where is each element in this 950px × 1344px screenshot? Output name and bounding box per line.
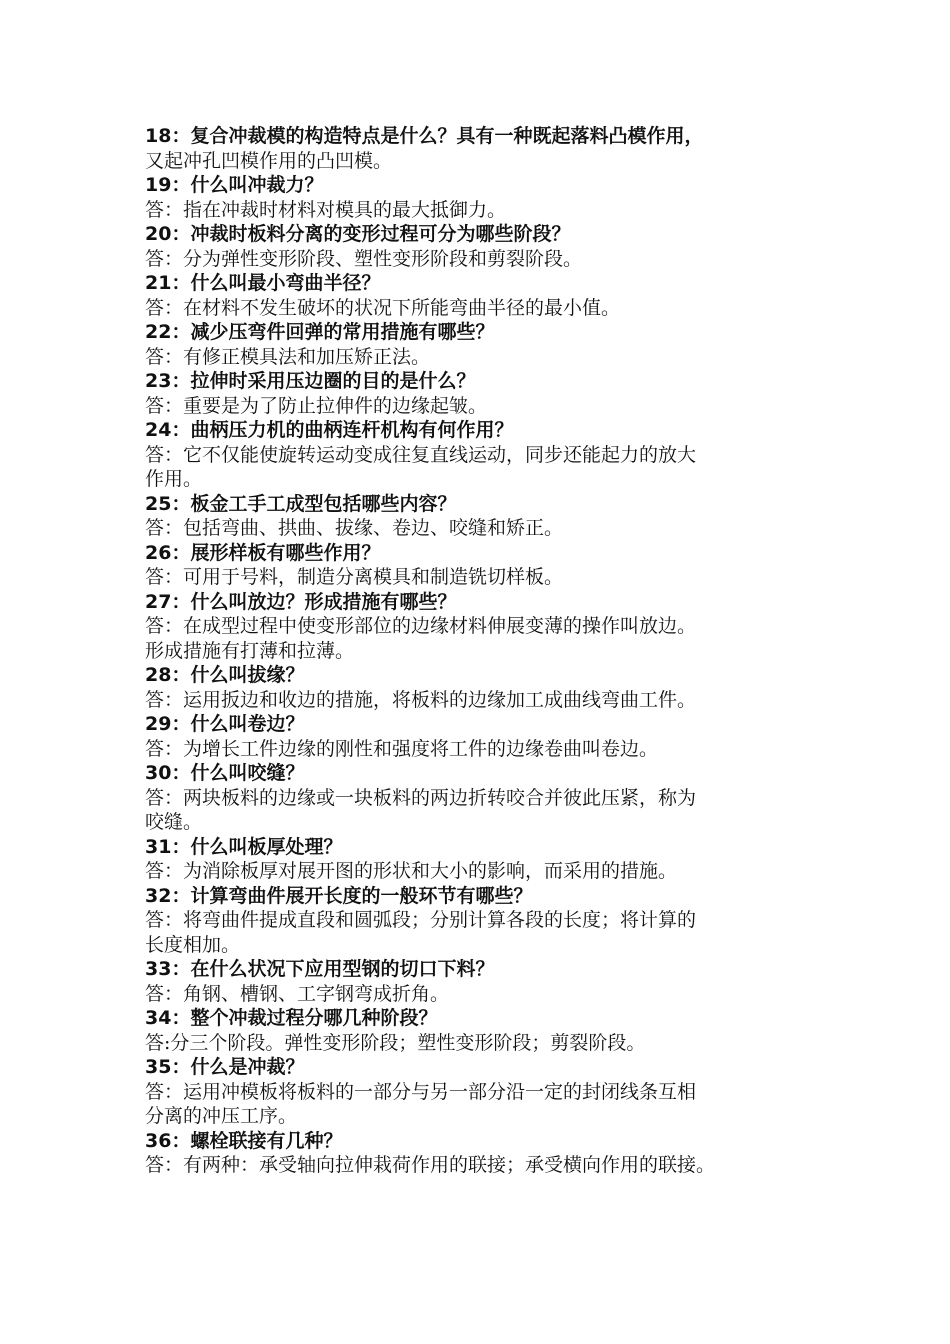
- answer-line: 答：为消除板厚对展开图的形状和大小的影响，而采用的措施。: [145, 860, 678, 882]
- question-line: 27：什么叫放边？形成措施有哪些？: [145, 590, 457, 613]
- answer-line: 答：为增长工件边缘的刚性和强度将工件的边缘卷曲叫卷边。: [145, 737, 659, 760]
- answer-line: 答：运用扳边和收边的措施，将板料的边缘加工成曲线弯曲工件。: [145, 688, 697, 711]
- answer-line: 答：可用于号料，制造分离模具和制造铣切样板。: [145, 566, 564, 588]
- question-line: 31：什么叫板厚处理？: [145, 835, 343, 858]
- answer-line: 答：有修正模具法和加压矫正法。: [145, 345, 431, 368]
- answer-line: 长度相加。: [145, 933, 241, 956]
- answer-line: 作用。: [145, 468, 203, 490]
- question-line: 25：板金工手工成型包括哪些内容？: [145, 492, 457, 515]
- question-line: 36：螺栓联接有几种？: [145, 1129, 343, 1152]
- answer-line: 答：分为弹性变形阶段、塑性变形阶段和剪裂阶段。: [145, 247, 583, 270]
- answer-line: 咬缝。: [145, 811, 203, 833]
- question-line: 33：在什么状况下应用型钢的切口下料？: [145, 958, 495, 980]
- question-line: 28：什么叫拔缘？: [145, 664, 305, 686]
- question-line: 26：展形样板有哪些作用？: [145, 541, 381, 564]
- answer-line: 答:分三个阶段。弹性变形阶段；塑性变形阶段；剪裂阶段。: [145, 1031, 646, 1054]
- answer-line: 答：指在冲裁时材料对模具的最大抵御力。: [145, 198, 507, 221]
- answer-line: 答：运用冲模板将板料的一部分与另一部分沿一定的封闭线条互相: [145, 1080, 697, 1103]
- answer-line: 答：包括弯曲、拱曲、拔缘、卷边、咬缝和矫正。: [145, 517, 564, 539]
- answer-line: 分离的冲压工序。: [145, 1105, 298, 1127]
- question-line: 30：什么叫咬缝？: [145, 762, 305, 784]
- question-line: 34：整个冲裁过程分哪几种阶段？: [145, 1007, 438, 1029]
- question-line: 23：拉伸时采用压边圈的目的是什么？: [145, 370, 476, 392]
- answer-line: 答：重要是为了防止拉伸件的边缘起皱。: [145, 394, 488, 417]
- answer-line: 答：它不仅能使旋转运动变成往复直线运动，同步还能起力的放大: [145, 443, 697, 466]
- answer-line: 答：角钢、槽钢、工字钢弯成折角。: [145, 982, 450, 1005]
- answer-line: 答：将弯曲件提成直段和圆弧段；分别计算各段的长度；将计算的: [145, 909, 697, 931]
- answer-line: 答：两块板料的边缘或一块板料的两边折转咬合并彼此压紧，称为: [145, 786, 697, 809]
- answer-line: 答：有两种：承受轴向拉伸栽荷作用的联接；承受横向作用的联接。: [145, 1154, 716, 1176]
- answer-line: 答：在材料不发生破坏的状况下所能弯曲半径的最小值。: [145, 296, 621, 319]
- question-line: 20：冲裁时板料分离的变形过程可分为哪些阶段？: [145, 223, 571, 245]
- question-line: 32：计算弯曲件展开长度的一般环节有哪些？: [145, 884, 533, 907]
- question-line: 18：复合冲裁模的构造特点是什么？具有一种既起落料凸模作用，: [145, 125, 704, 147]
- question-line: 22：减少压弯件回弹的常用措施有哪些？: [145, 321, 495, 343]
- question-line: 21：什么叫最小弯曲半径？: [145, 272, 381, 294]
- answer-line: 又起冲孔凹模作用的凸凹模。: [145, 149, 393, 172]
- question-line: 19：什么叫冲裁力？: [145, 174, 324, 196]
- answer-line: 形成措施有打薄和拉薄。: [145, 639, 355, 662]
- answer-line: 答：在成型过程中使变形部位的边缘材料伸展变薄的操作叫放边。: [145, 615, 697, 637]
- document-body: [145, 124, 810, 1178]
- question-line: 24：曲柄压力机的曲柄连杆机构有何作用？: [145, 419, 514, 441]
- question-line: 35：什么是冲裁？: [145, 1056, 305, 1078]
- question-line: 29：什么叫卷边？: [145, 713, 305, 735]
